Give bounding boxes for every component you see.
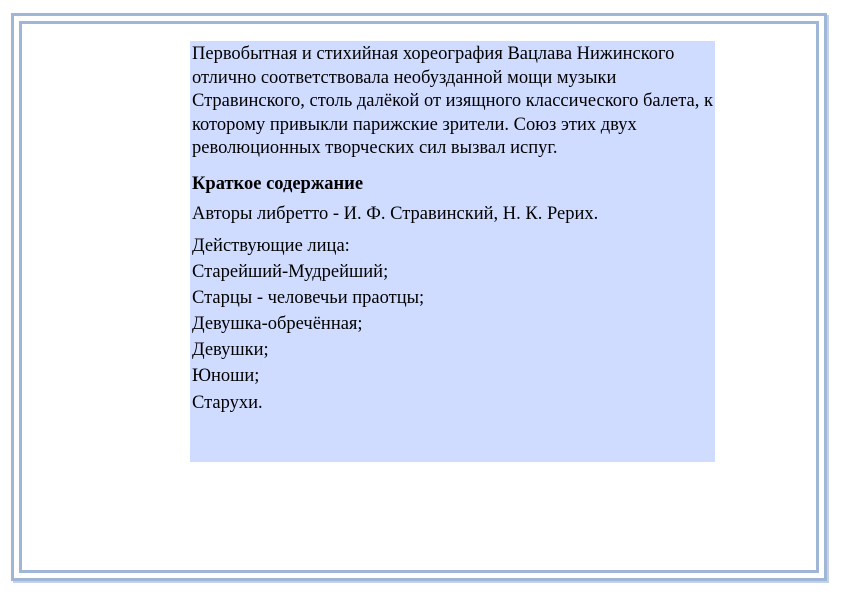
text-box bbox=[190, 41, 715, 462]
cast-item: Юноши; bbox=[192, 366, 260, 387]
cast-item: Девушка-обречённая; bbox=[192, 313, 363, 334]
intro-paragraph: Первобытная и стихийная хореография Вацлава Нижинского отлично соответствовала необузданной мощи музыки Стравинского, столь далёкой от изящного классического балета, к которому привыкли парижские зрители. Союз этих двух революционных творческих сил вызвал испуг. bbox=[192, 44, 714, 158]
libretto-authors: Авторы либретто - И. Ф. Стравинский, Н. К. Рерих. bbox=[192, 203, 599, 224]
cast-item: Старцы - человечьи праотцы; bbox=[192, 287, 425, 308]
cast-list bbox=[192, 259, 715, 416]
cast-title: Действующие лица: bbox=[192, 235, 350, 256]
cast-item: Старейший-Мудрейший; bbox=[192, 261, 389, 282]
section-heading: Краткое содержание bbox=[192, 173, 364, 194]
cast-item: Старухи. bbox=[192, 392, 263, 413]
cast-item: Девушки; bbox=[192, 340, 269, 361]
